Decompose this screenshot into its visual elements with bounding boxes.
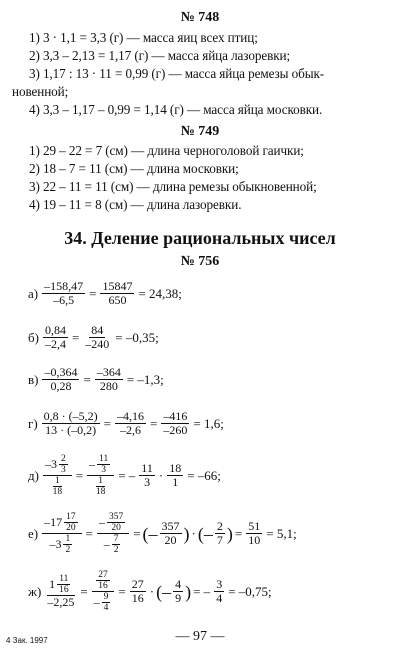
equation-b: б) $\frac{0,84}{-2,4}$ = $\frac{84}{-240}$ = –0,35;	[28, 323, 159, 351]
fraction: $\frac{11}{3}$	[141, 461, 153, 489]
problem-749-header: № 749	[180, 124, 220, 139]
fraction: $\frac{-4,16}{-2,6}$	[117, 409, 145, 437]
compound-fraction: – $\frac{11}{3}$ $\frac{1}{18}$	[87, 454, 114, 497]
fraction: $\frac{-364}{280}$	[96, 365, 121, 393]
fraction: $\frac{4}{9}$	[175, 577, 182, 605]
eq-label: е)	[28, 525, 39, 541]
section-title: 34. Деление рациональных чисел	[64, 228, 336, 248]
text-line: 1) 29 – 22 = 7 (см) — длина черноголовой гаички;	[29, 143, 304, 158]
eq-label: в)	[28, 371, 39, 387]
fraction: $\frac{27}{16}$	[131, 577, 144, 605]
fraction: $\frac{-416}{-260}$	[163, 409, 188, 437]
equation-d: д) –3 $\frac{2}{3}$ $\frac{1}{18}$ = – $\frac{11}{3}$ $\frac{1}{18}$ = – $\frac{11}{3}$ · $\frac{18}{1}$ = –66;	[28, 454, 221, 497]
fraction: $\frac{-158,47}{-6,5}$	[44, 279, 84, 307]
equation-a: а) $\frac{-158,47}{-6,5}$ = $\frac{15847}{650}$ = 24,38;	[28, 279, 182, 307]
compound-fraction: 1 $\frac{11}{16}$ –2,25	[47, 574, 75, 609]
compound-fraction: – $\frac{357}{20}$ – $\frac{7}{2}$	[97, 512, 129, 555]
text-line: новенной;	[12, 84, 69, 99]
eq-label: б)	[28, 329, 39, 345]
compound-fraction: $\frac{27}{16}$ – $\frac{9}{4}$	[92, 570, 115, 613]
equation-v: в) $\frac{-0,364}{0,28}$ = $\frac{-364}{280}$ = –1,3;	[28, 365, 164, 393]
eq-label: ж)	[28, 583, 42, 599]
equation-zh: ж) 1 $\frac{11}{16}$ –2,25 = $\frac{27}{16}$ – $\frac{9}{4}$ = $\frac{27}{16}$ · (– $\frac{4}{9}$ ) = – $\frac{3}{4}$ = –0,75;	[28, 570, 272, 613]
fraction: $\frac{18}{1}$	[169, 461, 182, 489]
text-line: 2) 18 – 7 = 11 (см) — длина московки;	[29, 161, 239, 176]
text-line: 1) 3 · 1,1 = 3,3 (г) — масса яиц всех птиц;	[29, 30, 258, 45]
page-number: — 97 —	[175, 629, 225, 644]
compound-fraction: –3 $\frac{2}{3}$ $\frac{1}{18}$	[43, 454, 72, 497]
problem-756-header: № 756	[180, 254, 220, 269]
print-order-note: 4 Зак. 1997	[6, 636, 48, 645]
text-line: 4) 19 – 11 = 8 (см) — длина лазоревки.	[29, 197, 242, 212]
eq-label: д)	[28, 467, 39, 483]
fraction: $\frac{51}{10}$	[248, 519, 261, 547]
fraction: $\frac{15847}{650}$	[102, 279, 133, 307]
eq-label: а)	[28, 285, 39, 301]
text-line: 2) 3,3 – 2,13 = 1,17 (г) — масса яйца лазоревки;	[29, 48, 291, 63]
fraction: $\frac{357}{20}$	[161, 519, 180, 547]
fraction: $\frac{-0,364}{0,28}$	[44, 365, 78, 393]
text-line: 4) 3,3 – 1,17 – 0,99 = 1,14 (г) — масса яйца московки.	[29, 102, 323, 117]
equation-g: г) $\frac{0,8 \cdot (-5,2)}{13 \cdot (-0,2)}$ = $\frac{-4,16}{-2,6}$ = $\frac{-416}{-260}$ = 1,6;	[28, 409, 224, 437]
problem-748-header: № 748	[180, 10, 220, 25]
fraction: $\frac{0,84}{-2,4}$	[44, 323, 66, 351]
fraction: $\frac{0,8 \cdot (-5,2)}{13 \cdot (-0,2)}$	[43, 409, 98, 437]
text-line: 3) 22 – 11 = 11 (см) — длина ремезы обыкновенной;	[29, 179, 317, 194]
fraction: $\frac{3}{4}$	[216, 577, 223, 605]
equation-e: е) –17 $\frac{17}{20}$ –3 $\frac{1}{2}$ = – $\frac{357}{20}$ – $\frac{7}{2}$ = (– $\frac{357}{20}$ ) · (– $\frac{2}{7}$ ) = $\frac{51}{10}$ = 5,1;	[28, 512, 297, 555]
fraction: $\frac{84}{-240}$	[85, 323, 110, 351]
text-line: 3) 1,17 : 13 · 11 = 0,99 (г) — масса яйца ремезы обык-	[29, 66, 325, 81]
eq-label: г)	[28, 415, 38, 431]
fraction: $\frac{2}{7}$	[216, 519, 223, 547]
compound-fraction: –17 $\frac{17}{20}$ –3 $\frac{1}{2}$	[42, 512, 82, 555]
